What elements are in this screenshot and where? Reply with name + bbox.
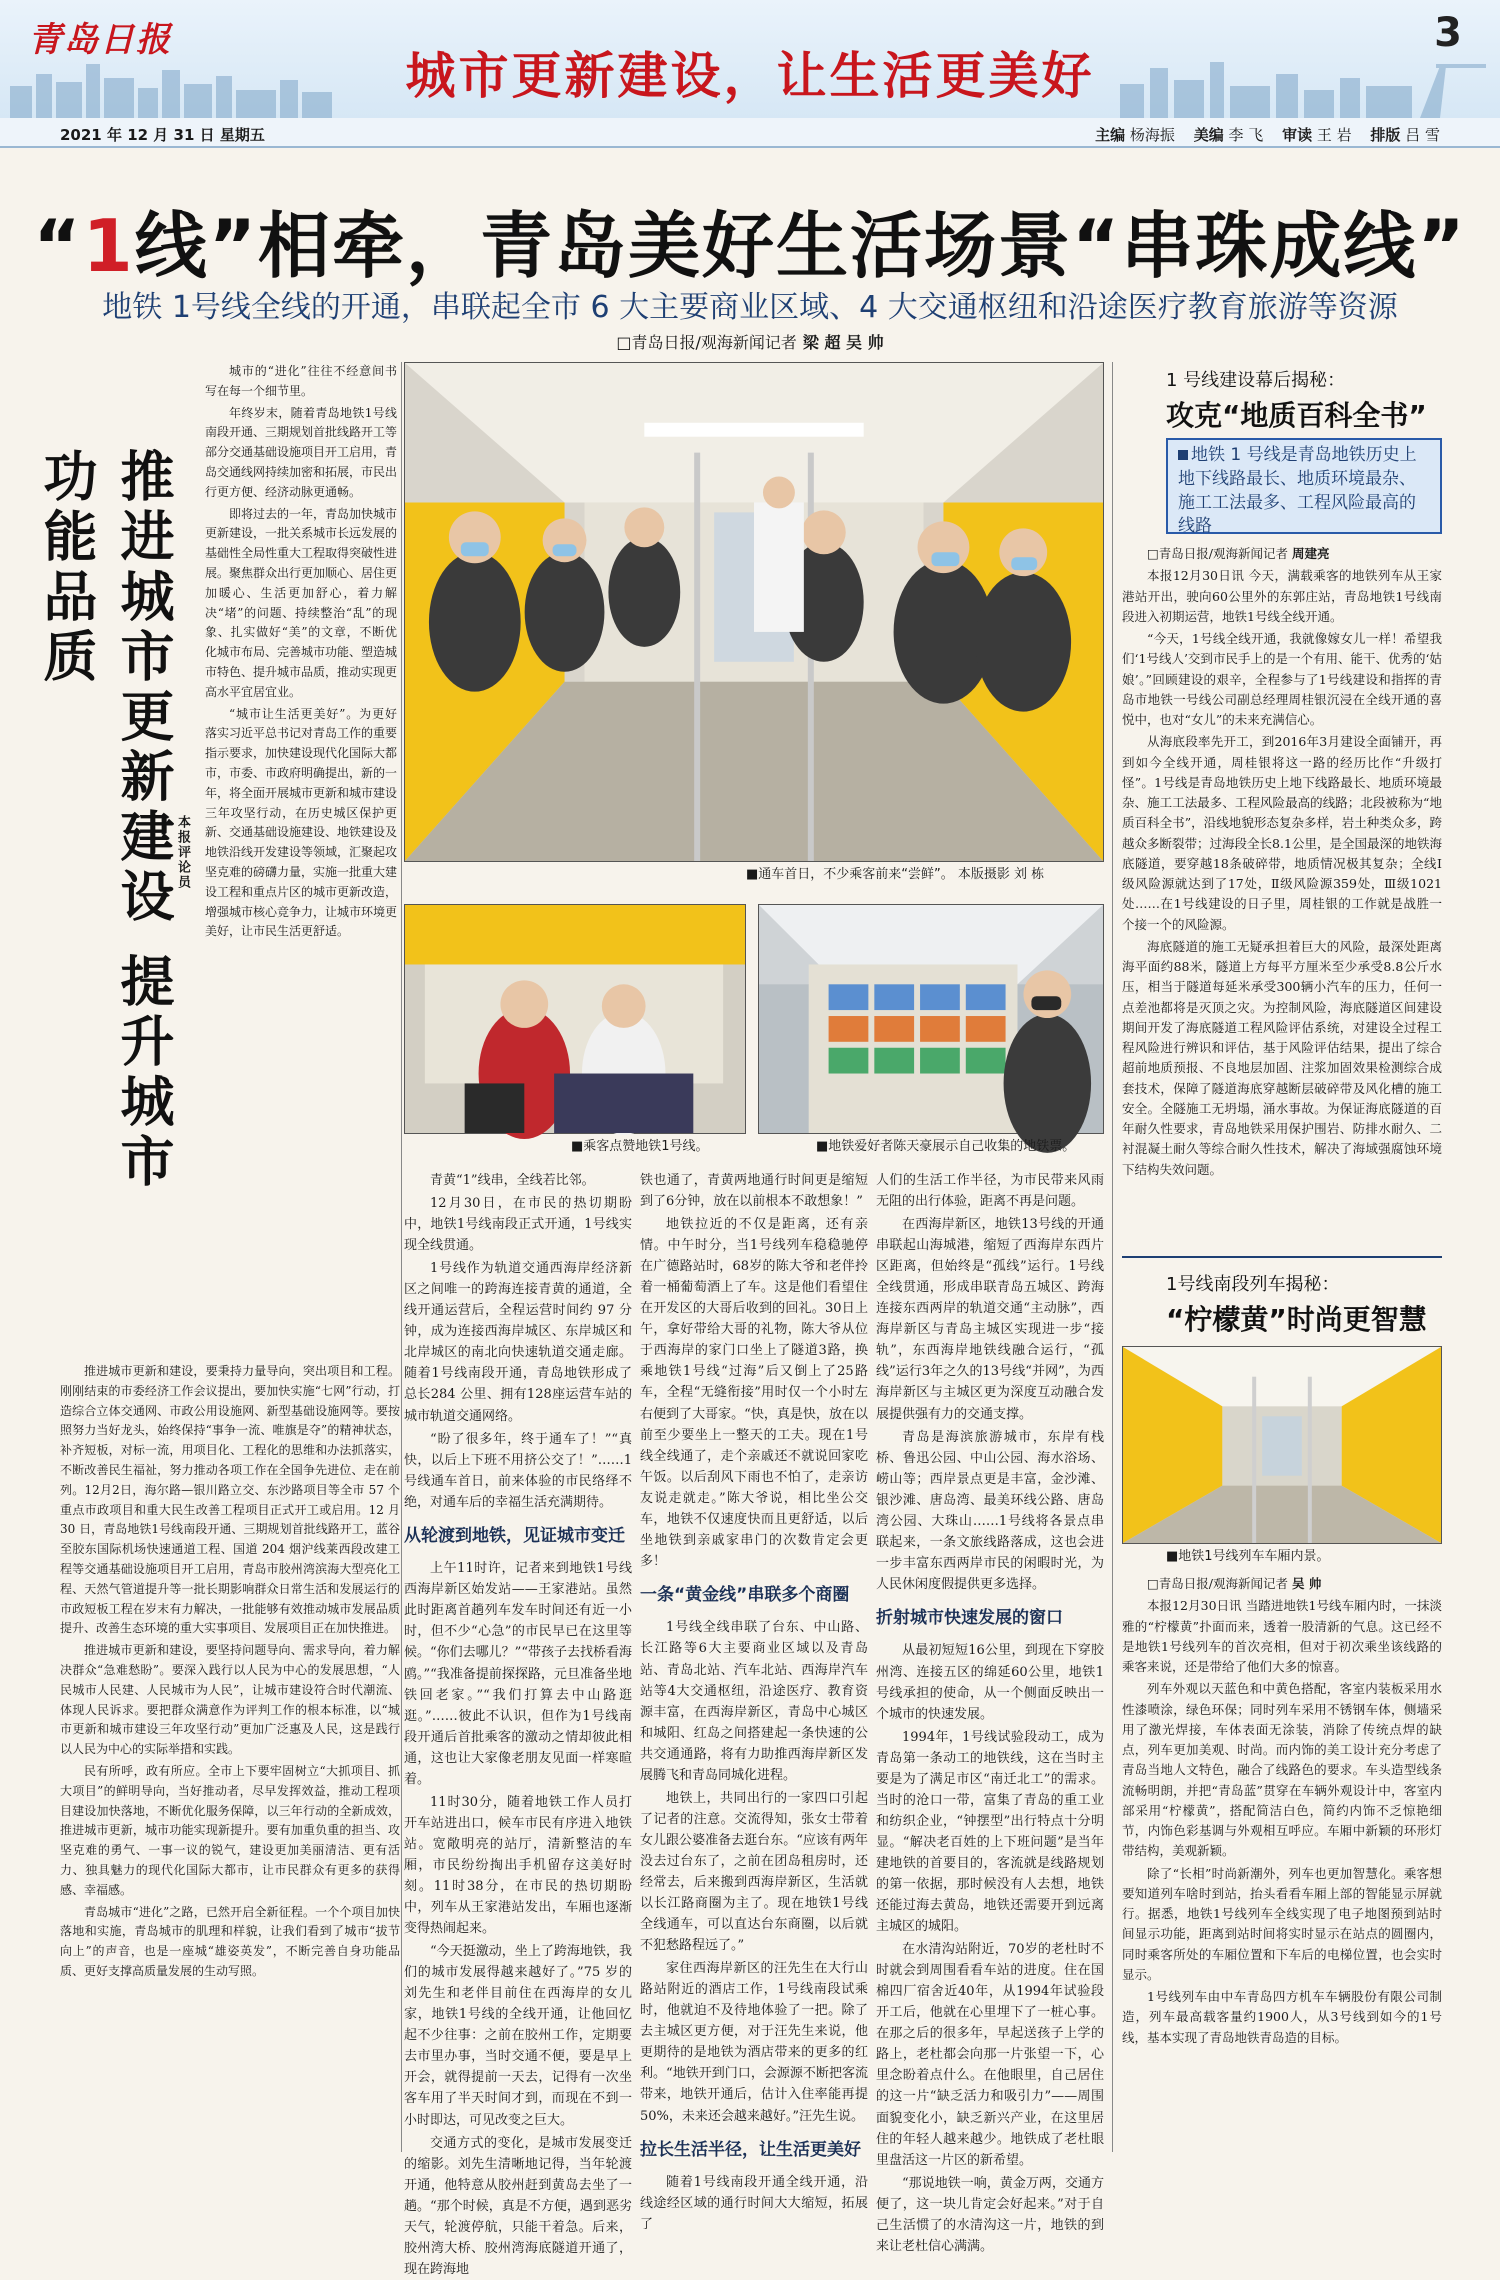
commentary-paragraph: “城市让生活更美好”。为更好落实习近平总书记对青岛工作的重要指示要求，加快建设现代化国际大都市，市委、市政府明确提出，新的一年，将全面开展城市更新和城市建设三年攻坚行动，在历史城区保护更新、交通基础设施建设、地铁建设及地铁沿线开发建设等领域，汇聚起攻坚克难的磅礴力量，实施一批重大建设工程和重点片区的城市更新改造，增强城市核心竞争力，让城市环境更美好，让市民生活更舒适。 xyxy=(205,706,398,939)
commentary-author: 本报评论员 xyxy=(175,815,190,890)
body-paragraph: “今天挺激动，坐上了跨海地铁，我们的城市发展得越来越好了。”75 岁的刘先生和老伴目前住在西海岸的女儿家，地铁1号线的全线开通，让他回忆起不少往事：之前在胶州工作，定期要去市里办事，当时交通不便，要是早上开会，就得提前一天去，记得有一次坐客车用了半天时间才到，而现在不到一小时即达，可见改变之巨大。 xyxy=(404,1944,632,2128)
staff-name: 杨海振 xyxy=(1129,126,1175,144)
column-divider xyxy=(401,362,402,2152)
sidebar-paragraph: 除了“长相”时尚新潮外，列车也更加智慧化。乘客想要知道列车啥时到站，抬头看看车厢上部的智能显示屏就行。据悉，地铁1号线列车全线实现了电子地图预到站时间显示功能，距离到站时间将实时显示在站点的圆圈内，同时乘客所处的车厢位置和下车后的电梯位置，也会实时显示。 xyxy=(1122,1865,1442,1982)
page-banner: 城市更新建设，让生活更美好 xyxy=(405,47,1095,105)
newspaper-logo: 青岛日报 xyxy=(28,20,172,60)
body-paragraph: 地铁上，共同出行的一家四口引起了记者的注意。交流得知，张女士带着女儿跟公婆准备去逛台东。“应该有两年没去过台东了，之前在团岛租房时，还经常去，后来搬到西海岸新区，生活就以长江路商圈为主了。现在地铁1号线全线通车，可以直达台东商圈，以后就不犯愁路程远了。” xyxy=(640,1790,868,1954)
staff-role: 排版 xyxy=(1370,126,1401,144)
body-paragraph: 1号线作为轨道交通西海岸经济新区之间唯一的跨海连接青黄的通道，全线开通运营后，全程运营时间约 97 分钟，成为连接西海岸城区、东岸城区和北岸城区的南北向快速轨道交通走廊。随着1号线南段开通，青岛地铁形成了总长284 公里、拥有128座运营车站的城市轨道交通网络。 xyxy=(404,1261,632,1424)
headline-open-quote: “ xyxy=(33,204,83,288)
photo-train-interior xyxy=(1122,1346,1442,1544)
staff-credits xyxy=(1081,124,1440,145)
section-subheading: 从轮渡到地铁，见证城市变迁 xyxy=(404,1525,625,1546)
sidebar-paragraph: 海底隧道的施工无疑承担着巨大的风险，最深处距离海平面约88米，隧道上方每平方厘米至少承受8.8公斤水压，相当于隧道每延米承受300辆小汽车的压力，任何一点差池都将是灭顶之灾。为控制风险，海底隧道区间建设期间开发了海底隧道工程风险评估系统，对建设全过程工程风险进行辨识和评估，基于风险评估结果，提出了综合超前地质预报、不良地层加固、注浆加固效果检测综合成套技术，保障了隧道海底穿越断层破碎带及风化槽的施工安全。全隧施工无坍塌，涌水事故。为保证海底隧道的百年耐久性要求，青岛地铁采用保护围岩、防排水耐久、二衬混凝土耐久等综合耐久性技术，解决了海域强腐蚀环境下结构失效问题。 xyxy=(1122,938,1442,1177)
body-paragraph: 随着1号线南段开通全线开通，沿线途经区域的通行时间大大缩短，拓展了 xyxy=(640,2175,868,2233)
sidebar-highlight-box xyxy=(1166,438,1442,537)
commentary-paragraph: 民有所呼，政有所应。全市上下要牢固树立“大抓项目、抓大项目”的鲜明导向，当好推动者，尽早发挥效益，推动工程项目建设加快落地，不断优化服务保障，以三年行动的全新成效，推进城市更新，城市功能实现新提升。要有加重负重的担当、攻坚克难的勇气、一事一议的锐气，建设更加美丽清洁、更有活力、独具魅力的现代化国际大都市，让市民群众有更多的获得感、幸福感。 xyxy=(60,1763,400,1897)
body-paragraph: 青黄“1”线串，全线若比邻。 xyxy=(430,1173,595,1188)
staff-name: 李 飞 xyxy=(1228,126,1264,144)
body-paragraph: 1号线全线串联了台东、中山路、长江路等6大主要商业区域以及青岛站、青岛北站、汽车北站、西海岸汽车站等4大交通枢纽，沿途医疗、教育资源丰富，在西海岸新区，青岛中心城区和城阳、红岛之间搭建起一条快速的公共交通通路，将有力助推西海岸新区发展腾飞和青岛同城化进程。 xyxy=(640,1620,868,1783)
staff-role: 美编 xyxy=(1193,126,1224,144)
issue-date: 2021 年 12 月 31 日 星期五 xyxy=(60,126,265,144)
body-paragraph: 1994年，1号线试验段动工，成为青岛第一条动工的地铁线，这在当时主要是为了满足市区“南迁北工”的需求。当时的沧口一带，富集了青岛的重工业和纺织企业，“钟摆型”出行特点十分明显。“解决老百姓的上下班问题”是当年建地铁的首要目的，客流就是线路规划的第一依据，那时候没有人去想，地铁还能过海去黄岛，地铁还需要开到远离主城区的城阳。 xyxy=(876,1729,1104,1935)
left-photo-caption: ■乘客点赞地铁1号线。 xyxy=(571,1139,709,1154)
sidebar-paragraph: 1号线列车由中车青岛四方机车车辆股份有限公司制造，列车最高载客量约1900人，从3号线到如今的1号线，基本实现了青岛地铁青岛造的目标。 xyxy=(1122,1989,1442,2045)
body-paragraph: 上午11时许，记者来到地铁1号线西海岸新区始发站——王家港站。虽然此时距离首趟列车发车时间还有近一小时，但不少“心急”的市民早已在这里等候。“你们去哪儿？”“带孩子去找桥看海鸥。”“我准备提前探探路，元旦准备坐地铁回老家。”“我们打算去中山路逛逛。”……彼此不认识，但作为1号线南段开通后首批乘客的激动之情却彼此相通，这也让大家像老朋友见面一样寒暄着。 xyxy=(404,1561,632,1787)
sidebar-paragraph: 本报12月30日讯 当踏进地铁1号线车厢内时，一抹淡雅的“柠檬黄”扑面而来，透着一股清新的气息。这已经不是地铁1号线列车的首次亮相，但对于初次乘坐该线路的乘客来说，还是带给了他们大多的惊喜。 xyxy=(1122,1598,1442,1674)
column-divider xyxy=(1112,362,1113,2152)
sidebar-paragraph: 列车外观以天蓝色和中黄色搭配，客室内装板采用水性漆喷涂，绿色环保；同时列车采用不锈钢车体，侧墙采用了激光焊接，车体表面无涂装，消除了传统点焊的缺点，列车更加美观、时尚。而内饰的美工设计充分考虑了青岛当地人文特色，融合了线路色的要求。车头造型线条流畅明朗，并把“青岛蓝”贯穿在车辆外观设计中，客室内部采用“柠檬黄”，搭配简洁白色，简约内饰不乏惊艳细节，内饰色彩基调与外观相互呼应。车厢中新颖的环形灯带结构，美观新颖。 xyxy=(1122,1681,1442,1859)
section-subheading: 折射城市快速发展的窗口 xyxy=(876,1607,1063,1628)
body-paragraph: “盼了很多年，终于通车了！”“真快，以后上下班不用挤公交了！”……1号线通车首日，前来体验的市民络绎不绝，对通车后的幸福生活充满期待。 xyxy=(404,1431,632,1510)
commentary-paragraph: 城市的“进化”往往不经意间书写在每一个细节里。 xyxy=(205,364,397,398)
page-number: 3 xyxy=(1434,10,1462,56)
body-paragraph: 在西海岸新区，地铁13号线的开通串联起山海城港，缩短了西海岸东西片区距离，但始终是“孤线”运行。1号线全线贯通，形成串联青岛五城区、跨海连接东西两岸的轨道交通“主动脉”，西海岸新区与青岛主城区实现进一步“接轨”，东西海岸地铁线融合运行，“孤线”运行3年之久的13号线“并网”，为西海岸新区与主城区更为深度互动融合发展提供强有力的交通支撑。 xyxy=(876,1217,1104,1422)
body-paragraph: 地铁拉近的不仅是距离，还有亲情。中午时分，当1号线列车稳稳驰停在广德路站时，68岁的陈大爷和老伴拎着一桶葡萄酒上了车。这是他们看望住在开发区的大哥后收到的回礼。30日上午，拿好带给大哥的礼物，陈大爷从位于西海岸的家门口坐上了隧道3路，换乘地铁1号线“过海”后又倒上了25路车，全程“无缝衔接”用时仅一个小时左右便到了大哥家。“快，真是快，放在以前至少要坐上一整天的工夫。现在1号线全线通了，走个亲戚还不就说回家吃午饭。以后刮风下雨也不怕了，走亲访友说走就走。”陈大爷说，相比坐公交车，地铁不仅速度快而且更舒适，以后坐地铁到亲戚家串门的次数肯定会更多！ xyxy=(640,1217,868,1569)
sidebar-paragraph: “今天，1号线全线开通，我就像嫁女儿一样！希望我们‘1号线人’交到市民手上的是一个有用、能干、优秀的‘姑娘’。”回顾建设的艰辛，全程参与了1号线建设和指挥的青岛市地铁一号线公司副总经理周桂银沉浸在全线开通的喜悦中，也对“女儿”的未来充满信心。 xyxy=(1122,631,1442,727)
body-paragraph: 交通方式的变化，是城市发展变迁的缩影。刘先生清晰地记得，当年轮渡开通，他特意从胶州赶到黄岛去坐了一趟。“那个时候，真是不方便，遇到恶劣天气，轮渡停航，只能干着急。后来，胶州湾大桥、胶州湾海底隧道开通了，现在跨海地 xyxy=(404,2135,632,2277)
byline-name: 周建亮 xyxy=(1292,546,1330,561)
commentary-title: 推进城市更新建设 提升城市功能品质 xyxy=(35,448,176,1193)
staff-name: 王 岩 xyxy=(1316,126,1352,144)
commentary-paragraph: 年终岁末，随着青岛地铁1号线南段开通、三期规划首批线路开工等部分交通基础设施项目开工启用，青岛交通线网持续加密和拓展，市民出行更方便、经济动脉更通畅。 xyxy=(205,405,398,499)
headline-text: 线”相牵，青岛美好生活场景“串珠成线” xyxy=(134,204,1467,288)
sidebar-photo-caption: ■地铁1号线列车车厢内景。 xyxy=(1166,1549,1330,1564)
sidebar-title: 攻克“地质百科全书” xyxy=(1166,399,1427,432)
body-paragraph: 从最初短短16公里，到现在下穿胶州湾、连接五区的绵延60公里，地铁1号线承担的使命，从一个侧面反映出一个城市的快速发展。 xyxy=(876,1643,1104,1722)
sidebar-byline xyxy=(1122,1574,1442,1594)
bullet-square-icon xyxy=(1178,450,1188,460)
byline-name: 吴 帅 xyxy=(1292,1576,1322,1591)
body-paragraph: “那说地铁一响，黄金万两，交通方便了，这一块儿肯定会好起来。”对于自己生活惯了的水清沟这一片，地铁的到来让老杜信心满满。 xyxy=(876,2175,1104,2254)
body-column-3 xyxy=(876,1170,1104,2254)
commentary-bottom-text xyxy=(60,1362,400,2147)
sidebar-kicker: 1号线南段列车揭秘： xyxy=(1166,1274,1340,1295)
commentary-paragraph: 推进城市更新和建设，要坚持问题导向、需求导向，着力解决群众“急难愁盼”。要深入践行以人民为中心的发展思想，“人民城市人民建、人民城市为人民”，让城市建设符合时代潮流、体现人民诉求。要把群众满意作为评判工作的根本标准，以“城市更新和城市建设三年攻坚行动”更加广泛惠及人民，这是践行以人民为中心的实际举措和实践。 xyxy=(60,1643,400,1757)
issue-info-bar xyxy=(0,118,1500,148)
commentary-paragraph: 即将过去的一年，青岛加快城市更新建设，一批关系城市长远发展的基础性全局性重大工程取得突破性进展。聚焦群众出行更加顺心、居住更加暖心、生活更加舒心，着力解决“堵”的问题、持续整治“乱”的现象、扎实做好“美”的文章，不断优化城市布局、完善城市功能、塑造城市特色、提升城市品质，推动实现更高水平宜居宜业。 xyxy=(205,506,398,699)
photo-ticket-collector xyxy=(758,904,1104,1134)
sidebar-title: “柠檬黄”时尚更智慧 xyxy=(1166,1303,1427,1336)
body-paragraph: 11时30分，随着地铁工作人员打开车站进出口，候车市民有序进入地铁站。宽敞明亮的站厅，清新整洁的车厢，市民纷纷掏出手机留存这美好时刻。11时38分，在市民的热切期盼中，列车从王家港站发出，车厢也逐渐变得热闹起来。 xyxy=(404,1794,632,1937)
staff-role: 审读 xyxy=(1282,126,1313,144)
masthead xyxy=(0,0,1500,118)
headline-line-number: 1 xyxy=(82,204,135,288)
byline-prefix: □青岛日报/观海新闻记者 xyxy=(1147,1576,1289,1591)
main-byline xyxy=(0,330,1500,353)
byline-names: 梁 超 吴 帅 xyxy=(802,333,884,352)
body-paragraph: 青岛是海滨旅游城市，东岸有栈桥、鲁迅公园、中山公园、海水浴场、崂山等；西岸景点更是丰富，金沙滩、银沙滩、唐岛湾、最美环线公路、唐岛湾公园、大珠山……1号线将各景点串联起来，一条文旅线路落成，这也会进一步丰富东西两岸市民的闲暇时光，为人民休闲度假提供更多选择。 xyxy=(876,1429,1104,1592)
section-subheading: 一条“黄金线”串联多个商圈 xyxy=(640,1584,850,1605)
sidebar-paragraph: 本报12月30日讯 今天，满载乘客的地铁列车从王家港站开出，驶向60公里外的东郭庄站，青岛地铁1号线南段进入初期运营，地铁1号线全线开通。 xyxy=(1122,568,1442,624)
sidebar-byline xyxy=(1122,544,1442,564)
main-headline xyxy=(0,188,1500,292)
sidebar-paragraph: 从海底段率先开工，到2016年3月建设全面铺开，再到如今全线开通，周桂银将这一路的经历比作“升级打怪”。1号线是青岛地铁历史上地下线路最长、地质环境最杂、施工工法最多、工程风险最高的线路；北段被称为“地质百科全书”，沿线地貌形态复杂多样，岩土种类众多，跨越众多断裂带；过海段全长8.1公里，是全国最深的地铁海底隧道，要穿越18条破碎带，地质情况极其复杂；全线Ⅰ级风险源就达到了17处，Ⅱ级风险源359处，Ⅲ级1021处……在1号线建设的日子里，周桂银的工作就是战胜一个接一个的风险源。 xyxy=(1122,734,1442,932)
main-photo-train-passengers xyxy=(404,362,1104,862)
staff-role: 主编 xyxy=(1095,126,1126,144)
commentary-top-text xyxy=(205,362,397,1360)
byline-prefix: □青岛日报/观海新闻记者 xyxy=(616,333,797,352)
sidebar-story-1 xyxy=(1122,544,1442,1254)
body-paragraph: 12月30日，在市民的热切期盼中，地铁1号线南段正式开通，1号线实现全线贯通。 xyxy=(404,1196,632,1254)
body-paragraph: 人们的生活工作半径，为市民带来风雨无阻的出行体验，距离不再是问题。 xyxy=(876,1173,1104,1210)
body-column-1 xyxy=(404,1170,632,2277)
staff-name: 吕 雪 xyxy=(1405,126,1440,144)
body-paragraph: 家住西海岸新区的汪先生在大行山路站附近的酒店工作，1号线南段试乘时，他就迫不及待地体验了一把。除了去主城区更方便，对于汪先生来说，他更期待的是地铁为酒店带来的更多的红利。“地铁开到门口，会源源不断把客流带来，地铁开通后，估计入住率能再提 50%，未来还会越来越好。”汪先生说。 xyxy=(640,1961,868,2124)
byline-prefix: □青岛日报/观海新闻记者 xyxy=(1147,546,1289,561)
highlight-text: 地铁 1 号线是青岛地铁历史上地下线路最长、地质环境最杂、施工工法最多、工程风险最高的线路 xyxy=(1178,445,1417,537)
main-photo-caption: ■通车首日，不少乘客前来“尝鲜”。 本版摄影 刘 栋 xyxy=(746,867,1045,882)
sidebar-divider xyxy=(1122,1256,1442,1258)
body-paragraph: 在水清沟站附近，70岁的老杜时不时就会到周围看看车站的进度。住在国棉四厂宿舍近40年，从1994年试验段开工后，他就在心里埋下了一桩心事。在那之后的很多年，早起送孩子上学的路上，老杜都会向那一片张望一下，心里念盼着点什么。在他眼里，自己居住的这一片“缺乏活力和吸引力”——周围面貌变化小，缺乏新兴产业，在这里居住的年轻人越来越少。地铁成了老杜眼里盘活这一片区的新希望。 xyxy=(876,1942,1104,2168)
body-paragraph: 铁也通了，青黄两地通行时间更是缩短到了6分钟，放在以前根本不敢想象！” xyxy=(640,1173,868,1210)
right-photo-caption: ■地铁爱好者陈天豪展示自己收集的地铁票。 xyxy=(816,1139,1076,1154)
sidebar-kicker: 1 号线建设幕后揭秘： xyxy=(1166,370,1346,391)
body-column-2 xyxy=(640,1170,868,2233)
photo-passengers-thumbs-up xyxy=(404,904,746,1134)
commentary-paragraph: 青岛城市“进化”之路，已然开启全新征程。一个个项目加快落地和实施，青岛城市的肌理和样貌，让我们看到了城市“拔节向上”的声音，也是一座城“雄姿英发”，不断完善自身功能品质、更好支撑高质量发展的生动写照。 xyxy=(60,1904,400,1978)
sub-headline: 地铁 1号线全线的开通，串联起全市 6 大主要商业区域、4 大交通枢纽和沿途医疗教育旅游等资源 xyxy=(102,290,1398,325)
section-subheading: 拉长生活半径，让生活更美好 xyxy=(640,2139,861,2160)
sidebar-story-2 xyxy=(1122,1574,1442,2154)
commentary-paragraph: 推进城市更新和建设，要秉持力量导向，突出项目和工程。刚刚结束的市委经济工作会议提出，要加快实施“七网”行动，打造综合立体交通网、市政公用设施网、新型基础设施网等。要按照努力当好龙头，始终保持“事争一流、唯旗是夺”的精神状态，补齐短板，对标一流，用项目化、工程化的思维和办法抓落实，不断改善民生福祉，努力推动各项工作在全国争先进位、走在前列。12月2日，海尔路—银川路立交、东沙路项目等全市 57 个重点市政项目和重大民生改善工程项目正式开工或启用。12 月 30 日，青岛地铁1号线南段开通、三期规划首批线路开工，蓝谷至胶东国际机场快速通道工程、国道 204 烟沪线莱西段改建工程等交通基础设施项目开工启用，青岛市胶州湾滨海大型亮化工程、天然气管道提升等一批长期影响群众日常生活和发展运行的市政短板工程在岁末有力解决，一批能够有效推动城市发展品质提升、改善生态环境的重大实事项目、发展项目正在加快推进。 xyxy=(60,1364,400,1636)
